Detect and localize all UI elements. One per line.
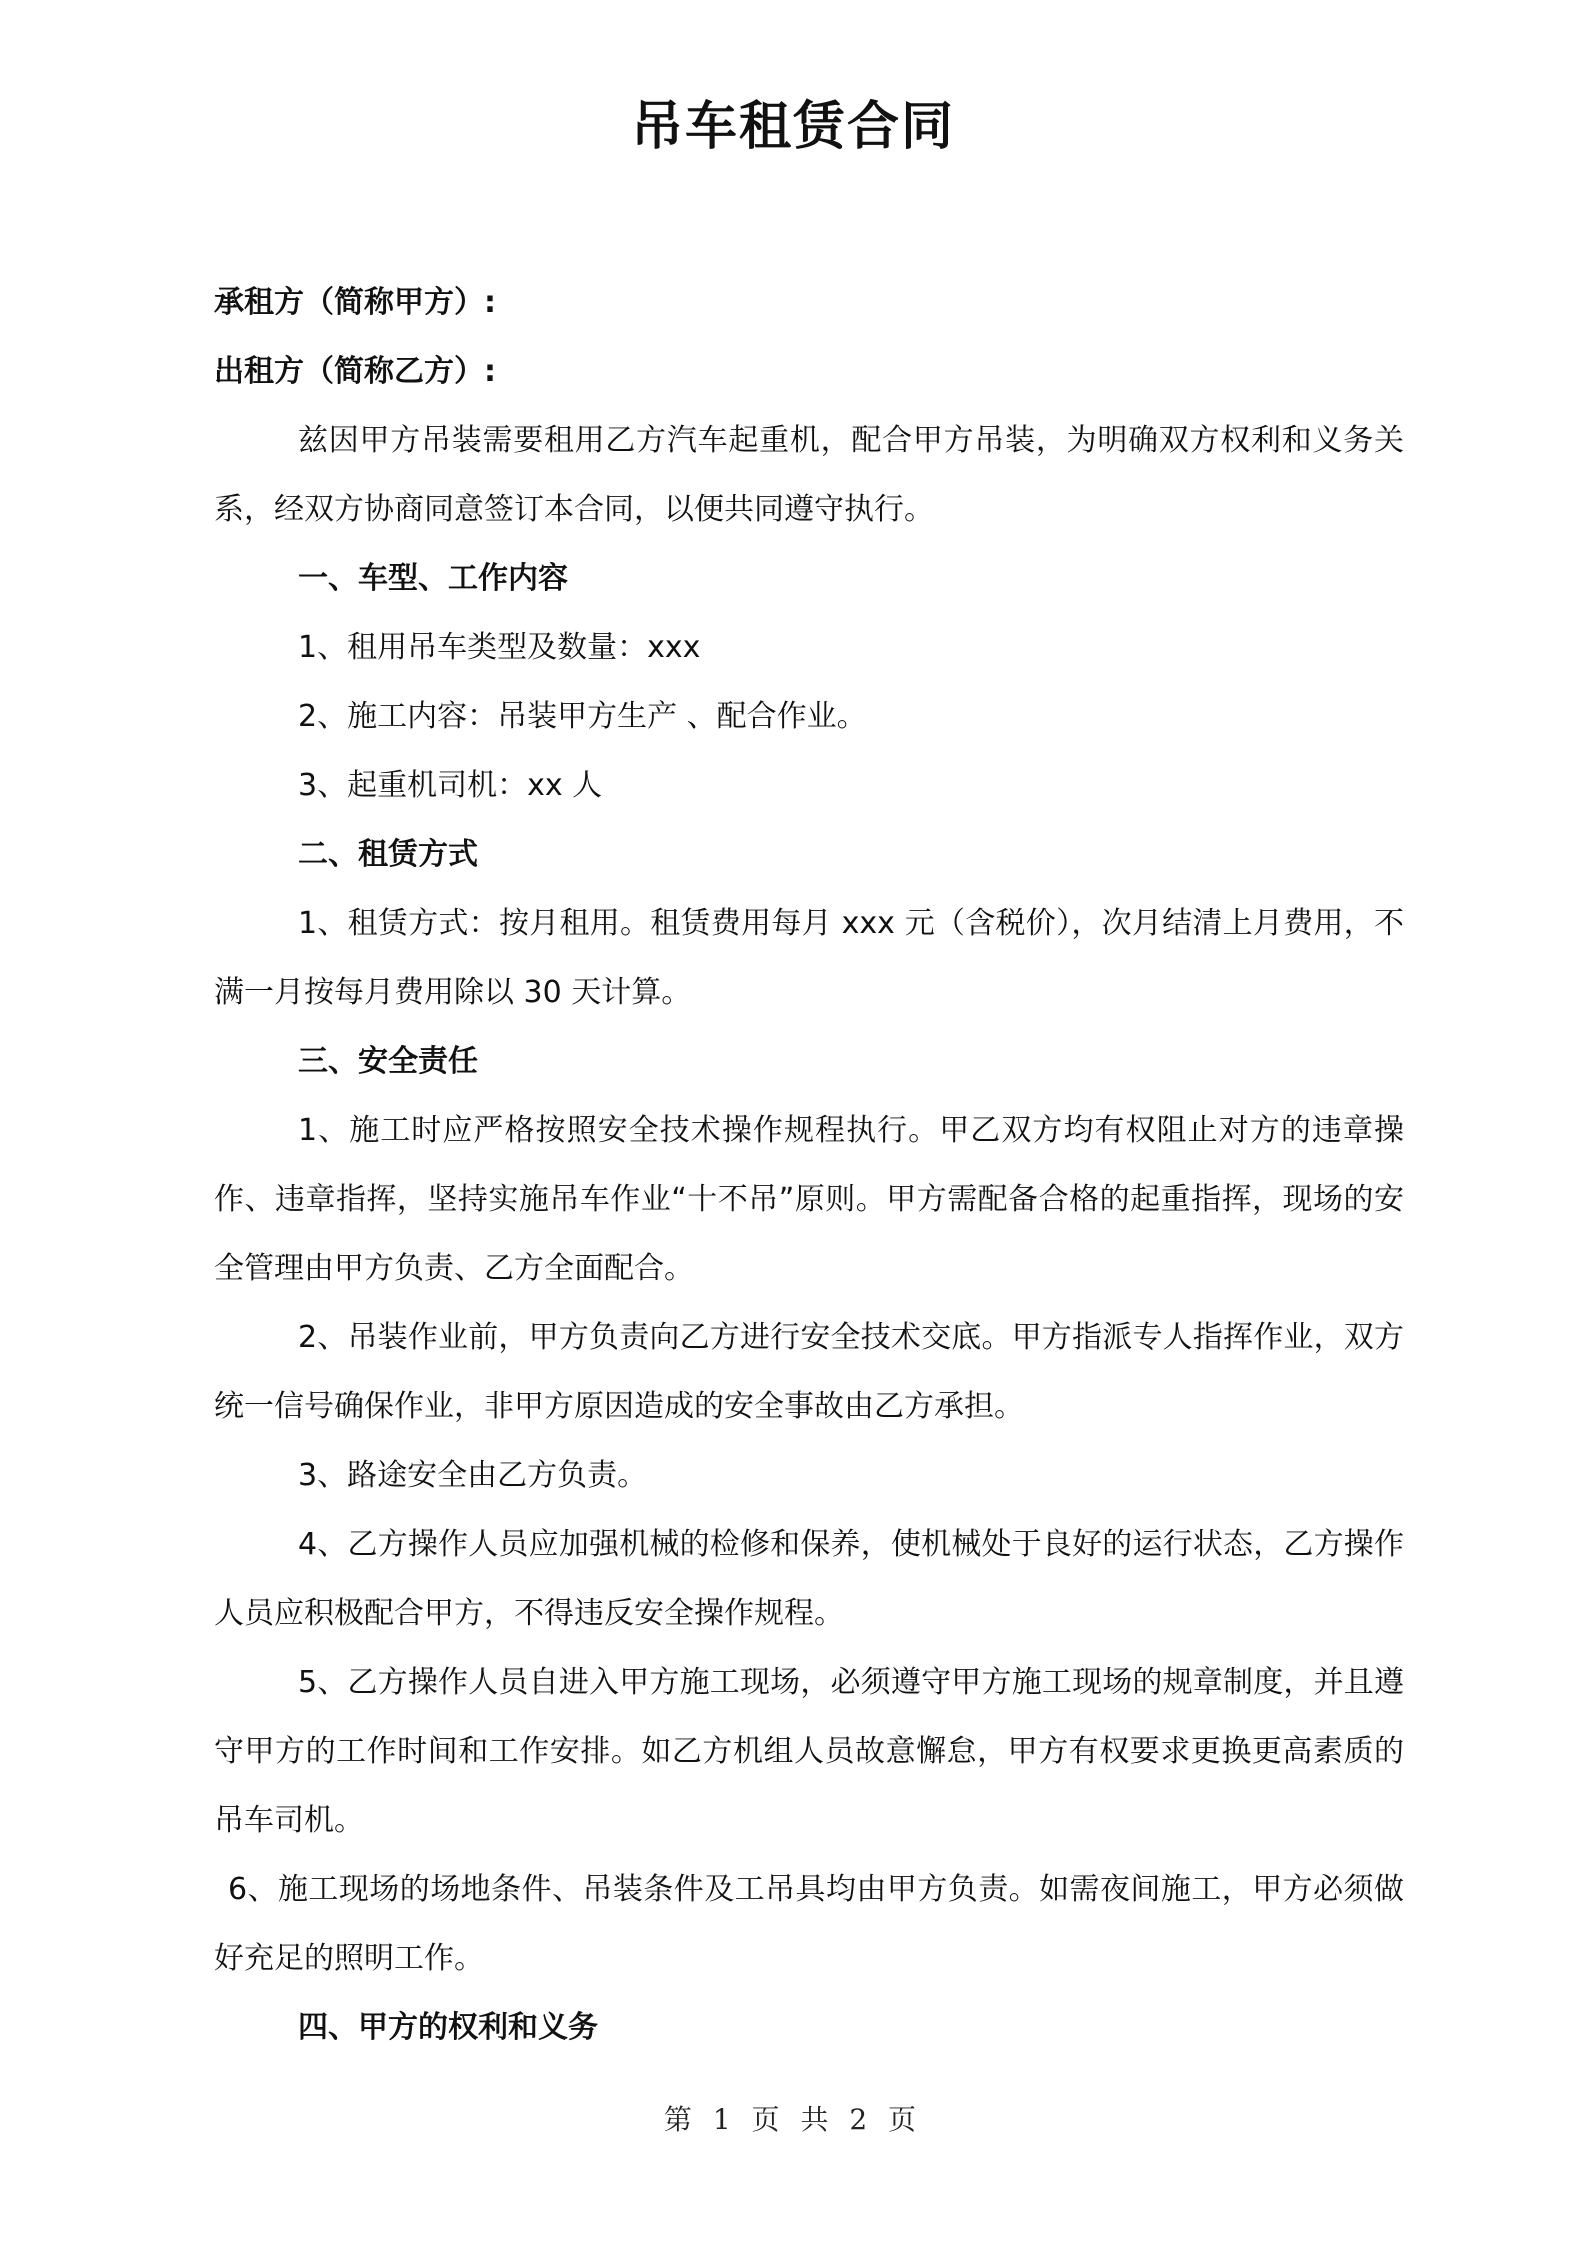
clause-3-1: 1、施工时应严格按照安全技术操作规程执行。甲乙双方均有权阻止对方的违章操作、违章指挥，坚持实施吊车作业“十不吊”原则。甲方需配备合格的起重指挥，现场的安全管理由甲方负责、乙方全面配合。 — [214, 1113, 1404, 1286]
document-title: 吊车租赁合同 — [630, 97, 955, 157]
clause-1-3: 3、起重机司机：xx 人 — [298, 768, 603, 803]
clause-2-1: 1、租赁方式：按月租用。租赁费用每月 xxx 元（含税价），次月结清上月费用，不满一月按每月费用除以 30 天计算。 — [214, 906, 1404, 1010]
intro-paragraph: 兹因甲方吊装需要租用乙方汽车起重机，配合甲方吊装，为明确双方权利和义务关系，经双方协商同意签订本合同，以便共同遵守执行。 — [214, 423, 1404, 527]
section-heading-safety: 三、安全责任 — [298, 1044, 478, 1079]
section-heading-party-a-rights: 四、甲方的权利和义务 — [298, 2010, 598, 2045]
clause-1-1: 1、租用吊车类型及数量：xxx — [298, 630, 701, 665]
page-number-footer: 第 1 页 共 2 页 — [663, 2103, 923, 2136]
section-heading-vehicle: 一、车型、工作内容 — [298, 561, 568, 596]
clause-3-6: 6、施工现场的场地条件、吊装条件及工吊具均由甲方负责。如需夜间施工，甲方必须做好充足的照明工作。 — [214, 1872, 1404, 1976]
clause-3-3: 3、路途安全由乙方负责。 — [298, 1458, 648, 1493]
document-body — [214, 268, 1404, 2062]
section-heading-lease: 二、租赁方式 — [298, 837, 478, 872]
clause-3-2: 2、吊装作业前，甲方负责向乙方进行安全技术交底。甲方指派专人指挥作业，双方统一信号确保作业，非甲方原因造成的安全事故由乙方承担。 — [214, 1320, 1404, 1424]
clause-3-5: 5、乙方操作人员自进入甲方施工现场，必须遵守甲方施工现场的规章制度，并且遵守甲方的工作时间和工作安排。如乙方机组人员故意懈怠，甲方有权要求更换更高素质的吊车司机。 — [214, 1665, 1404, 1838]
lessee-line: 承租方（简称甲方）: — [214, 285, 496, 320]
clause-3-4: 4、乙方操作人员应加强机械的检修和保养，使机械处于良好的运行状态，乙方操作人员应积极配合甲方，不得违反安全操作规程。 — [214, 1527, 1404, 1631]
clause-1-2: 2、施工内容：吊装甲方生产 、配合作业。 — [298, 699, 867, 734]
lessor-line: 出租方（简称乙方）: — [214, 354, 496, 389]
